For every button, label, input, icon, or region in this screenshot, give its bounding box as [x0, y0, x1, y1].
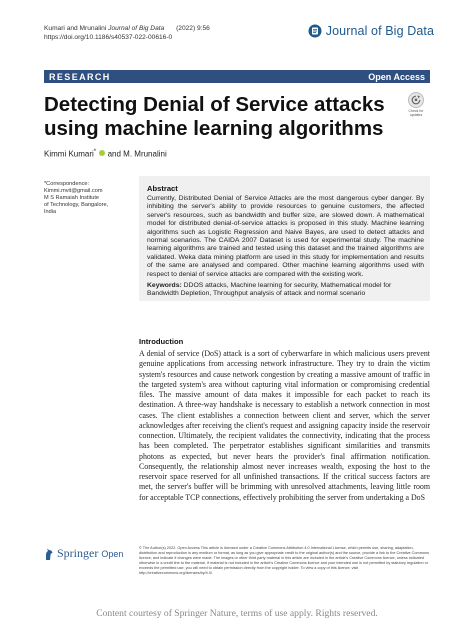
journal-logo-name: Journal of Big Data	[325, 24, 434, 38]
introduction-heading: Introduction	[139, 337, 184, 346]
abstract-heading: Abstract	[147, 184, 178, 193]
journal-logo[interactable]	[308, 24, 434, 38]
correspondence-email[interactable]: Kimmi.mvit@gmail.com	[44, 188, 103, 194]
publisher-name: Springer	[57, 546, 99, 560]
citation-header	[44, 24, 210, 42]
author-list	[44, 149, 167, 159]
springer-horse-icon	[44, 547, 54, 561]
article-type-label: RESEARCH	[49, 71, 111, 82]
affiliation-line-3: India	[44, 209, 57, 215]
author-second[interactable]: and M. Mrunalini	[107, 149, 167, 159]
orcid-icon[interactable]	[99, 150, 105, 156]
keywords-label: Keywords:	[147, 282, 182, 290]
article-type-banner	[44, 70, 430, 83]
doi-link[interactable]: https://doi.org/10.1186/s40537-022-00616-0	[44, 34, 173, 41]
springer-open-logo[interactable]	[44, 546, 123, 561]
abstract-text: Currently, Distributed Denial of Service Attacks are the most dangerous cyber danger. By inhibiting the server's ability to provide resources to genuine customers, the affected server's resources, such as bandwidth and buffer size, are slowed down. A mathematical model for distributed denial-of-service attacks is proposed in this study. Machine learning algorithms such as Logistic Regression and Naive Bayes, are used to detect attacks and normal scenarios. The CAIDA 2007 Dataset is used for experimental study. The machine learning algorithms are trained and tested using this dataset and the trained algorithms are validated. Weka data mining platform are used in this study for implementation and results of the same are analysed and compared. Other machine learning algorithms used with respect to denial of service attacks are compared with the existing work.	[147, 195, 424, 278]
citation-year-volume: (2022) 9:56	[176, 25, 210, 32]
journal-logo-icon	[308, 24, 322, 38]
citation-journal: Journal of Big Data	[108, 25, 165, 32]
license-text: © The Author(s) 2022. Open Access This article is licensed under a Creative Commons Attribution 4.0 International License, which permits use, sharing, adaptation, distribution and reproduction in any medium or format, as long as you give appropriate credit to the original author(s) and the source, provide a link to the Creative Commons licence, and indicate if changes were made. The images or other third party material in this article are included in the article's Creative Commons licence, unless indicated otherwise in a credit line to the material. If material is not included in the article's Creative Commons licence and your intended use is not permitted by statutory regulation or exceeds the permitted use, you will need to obtain permission directly from the copyright holder. To view a copy of this licence, visit http://creativecommons.org/licenses/by/4.0/.	[139, 546, 429, 575]
citation-authors: Kumari and Mrunalini	[44, 25, 107, 32]
article-title: Detecting Denial of Service attacks using machine learning algorithms	[44, 93, 385, 140]
abstract-box	[139, 176, 430, 301]
affiliation-line-2: of Technology, Bangalore,	[44, 202, 109, 208]
author-first[interactable]: Kimmi Kumari	[44, 149, 94, 159]
introduction-text: A denial of service (DoS) attack is a sort of cyberwarfare in which malicious users prevent genuine applications from accessing network infrastructure. They try to drain the victim system's resources and cause network congestion by creating a massive amount of traffic in the targeted system's area without capturing vital information or compromising credential files. The massive amount of data makes it impossible for each packet to reach its destination. A three-way handshake is necessary to establish a network connection in most cases. The client establishes a connection between client and server, which the server acknowledges after receiving the client's request and assigning capacity inside the reservoir connection. Ultimately, the recipient validates the connectivity, indicating that the process has been completed. The perpetrator establishes significant similarities and transmits photons as expected, but never hears the provider's final affirmation notification. Consequently, the relationship almost never increases wealth, exposing the host to the reservoir space reserved for all unfinished transactions. If the critical success factors are met, the server's buffer will be brimming with unresolved attachments, leaving little room for acceptable TCP connections, effectively prohibiting the server from undertaking a DoS	[139, 349, 430, 502]
affiliation-line-1: M S Ramaiah Institute	[44, 195, 100, 201]
check-for-updates-text: Check for updates	[408, 109, 424, 117]
publisher-suffix: Open	[101, 548, 124, 559]
courtesy-footer: Content courtesy of Springer Nature, terms of use apply. Rights reserved.	[96, 608, 378, 619]
keywords	[147, 282, 424, 299]
correspondence-label: *Correspondence:	[44, 181, 90, 187]
check-for-updates-badge[interactable]	[405, 92, 427, 118]
correspondence-block	[44, 181, 124, 216]
keywords-list: DDOS attacks, Machine learning for security, Mathematical model for Bandwidth Depletion, Throughput analysis of attack and normal scenario	[147, 282, 392, 298]
open-access-label: Open Access	[368, 71, 425, 82]
corresponding-star: *	[93, 149, 97, 155]
check-for-updates-icon	[408, 92, 424, 108]
